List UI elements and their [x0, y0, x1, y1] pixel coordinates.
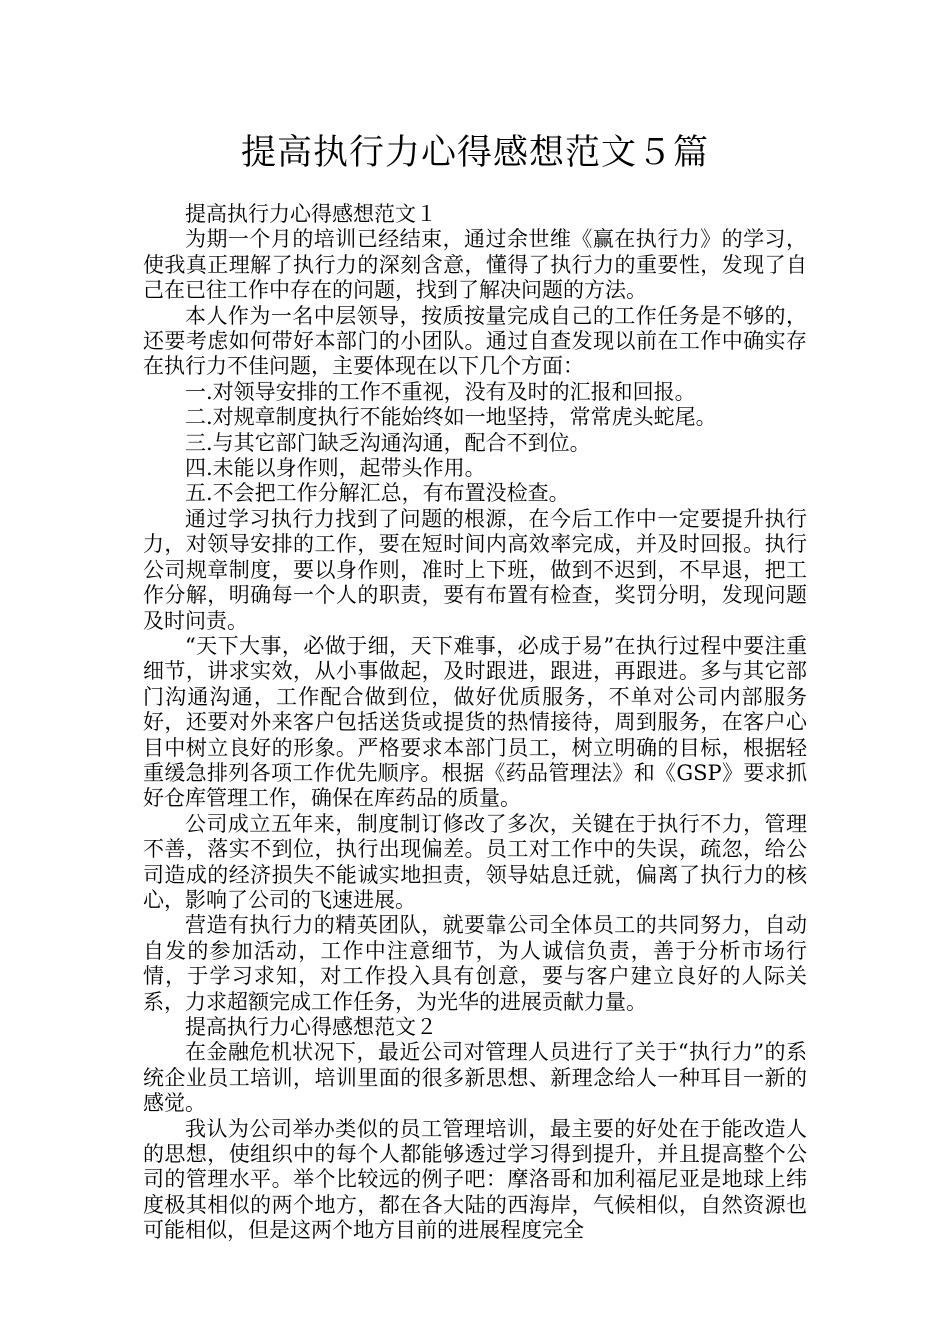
list-item-5: 五.不会把工作分解汇总，有布置没检查。	[185, 481, 570, 506]
list-item-3: 三.与其它部门缺乏沟通沟通，配合不到位。	[185, 430, 591, 455]
paragraph: 营造有执行力的精英团队，就要靠公司全体员工的共同努力，自动自发的参加活动，工作中注意细节，为人诚信负责，善于分析市场行情，于学习求知，对工作投入具有创意，要与客户建立良好的人际关系，力求超额完成工作任务，为光华的进展贡献力量。	[143, 913, 807, 1014]
list-item-4: 四.未能以身作则，起带头作用。	[185, 456, 486, 481]
paragraph: 公司成立五年来，制度制订修改了多次，关键在于执行不力，管理不善，落实不到位，执行出现偏差。员工对工作中的失误，疏忽，给公司造成的经济损失不能诚实地担责，领导姑息迁就，偏离了执行力的核心，影响了公司的飞速进展。	[143, 811, 807, 912]
paragraph: 为期一个月的培训已经结束，通过余世维《赢在执行力》的学习，使我真正理解了执行力的深刻含意，懂得了执行力的重要性，发现了自己在已往工作中存在的问题，找到了解决问题的方法。	[143, 227, 807, 303]
section-heading-1: 提高执行力心得感想范文１	[185, 202, 437, 226]
document-body	[143, 202, 807, 1244]
list-item-2: 二.对规章制度执行不能始终如一地坚持，常常虎头蛇尾。	[185, 405, 717, 430]
list-item-1: 一.对领导安排的工作不重视，没有及时的汇报和回报。	[185, 379, 696, 404]
paragraph: 在金融危机状况下，最近公司对管理人员进行了关于“执行力”的系统企业员工培训，培训里面的很多新思想、新理念给人一种耳目一新的感觉。	[143, 1040, 807, 1116]
section-heading-2: 提高执行力心得感想范文２	[185, 1015, 437, 1039]
paragraph: 本人作为一名中层领导，按质按量完成自己的工作任务是不够的，还要考虑如何带好本部门的小团队。通过自查发现以前在工作中确实存在执行力不佳问题，主要体现在以下几个方面：	[143, 303, 807, 379]
document-title: 提高执行力心得感想范文５篇	[240, 133, 709, 173]
paragraph: “天下大事，必做于细，天下难事，必成于易”在执行过程中要注重细节，讲求实效，从小事做起，及时跟进，跟进，再跟进。多与其它部门沟通沟通，工作配合做到位，做好优质服务，不单对公司内部服务好，还要对外来客户包括送货或提货的热情接待，周到服务，在客户心目中树立良好的形象。严格要求本部门员工，树立明确的目标，根据轻重缓急排列各项工作优先顺序。根据《药品管理法》和《GSP》要求抓好仓库管理工作，确保在库药品的质量。	[143, 633, 807, 811]
paragraph: 通过学习执行力找到了问题的根源，在今后工作中一定要提升执行力，对领导安排的工作，要在短时间内高效率完成，并及时回报。执行公司规章制度，要以身作则，准时上下班，做到不迟到，不早退，把工作分解，明确每一个人的职责，要有布置有检查，奖罚分明，发现问题及时问责。	[143, 506, 807, 633]
paragraph: 我认为公司举办类似的员工管理培训，最主要的好处在于能改造人的思想，使组织中的每个人都能够透过学习得到提升，并且提高整个公司的管理水平。举个比较远的例子吧：摩洛哥和加利福尼亚是地球上纬度极其相似的两个地方，都在各大陆的西海岸，气候相似，自然资源也可能相似，但是这两个地方目前的进展程度完全	[143, 1116, 807, 1243]
